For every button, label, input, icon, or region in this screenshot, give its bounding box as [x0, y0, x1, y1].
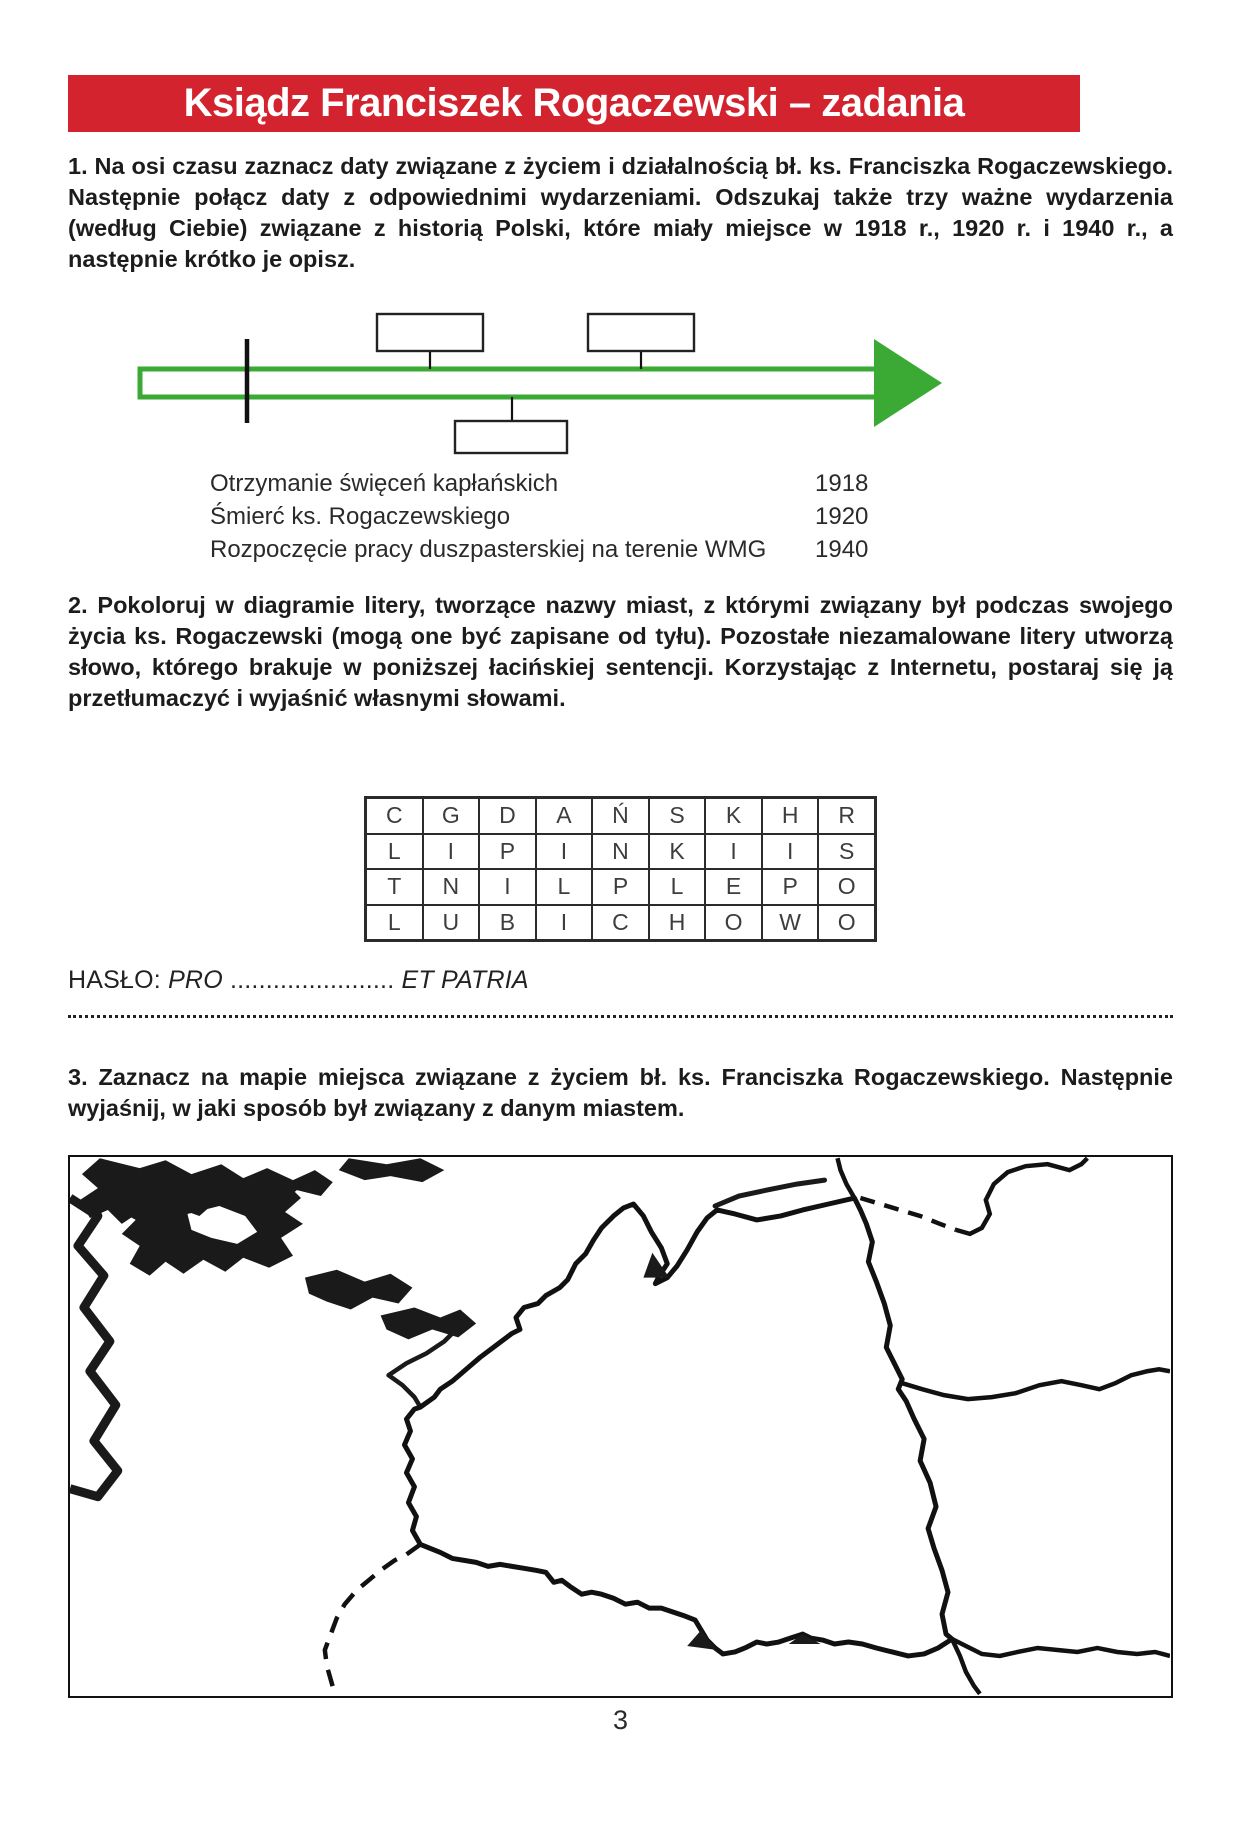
grid-cell: K: [649, 834, 706, 870]
grid-cell: H: [649, 905, 706, 941]
grid-cell: N: [423, 869, 480, 905]
grid-cell: O: [705, 905, 762, 941]
grid-cell: L: [366, 905, 423, 941]
baltic-coast-blobs-rugen: [118, 1172, 303, 1276]
event-year: 1920: [815, 502, 869, 530]
grid-cell: O: [818, 869, 875, 905]
event-row: [210, 533, 1173, 566]
grid-cell: I: [479, 869, 536, 905]
event-year: 1918: [815, 469, 869, 497]
belarus-border-east-branch: [902, 1369, 1170, 1399]
haslo-word-et-patria: ET PATRIA: [401, 966, 529, 994]
timeline-empty-box-below: [455, 421, 567, 453]
worksheet-page: [0, 75, 1241, 1829]
grid-cell: S: [649, 798, 706, 834]
grid-cell: D: [479, 798, 536, 834]
grid-cell: E: [705, 869, 762, 905]
grid-cell: P: [762, 869, 819, 905]
event-row: [210, 500, 1173, 533]
poland-border: [404, 1198, 952, 1656]
timeline-empty-box-above-1: [377, 314, 483, 351]
grid-cell: Ń: [592, 798, 649, 834]
timeline-arrow-shaft: [140, 369, 878, 397]
grid-cell: C: [592, 905, 649, 941]
header-banner: [68, 75, 1080, 132]
lithuania-belarus-border: [956, 1158, 1087, 1234]
left-edge-coastline: [70, 1198, 118, 1497]
answer-dotted-line: [68, 1014, 1173, 1018]
grid-cell: P: [592, 869, 649, 905]
grid-cell: T: [366, 869, 423, 905]
grid-cell: G: [423, 798, 480, 834]
page-number: 3: [612, 1705, 629, 1735]
haslo-line: [68, 966, 1173, 995]
grid-cell: B: [479, 905, 536, 941]
grid-cell: K: [705, 798, 762, 834]
grid-cell: C: [366, 798, 423, 834]
poland-outline-map: [70, 1157, 1170, 1695]
event-label: Rozpoczęcie pracy duszpasterskiej na terenie WMG: [210, 535, 767, 563]
czech-german-dashed-border: [325, 1544, 421, 1693]
grid-cell: L: [649, 869, 706, 905]
event-label: Śmierć ks. Rogaczewskiego: [210, 502, 511, 530]
event-row: [210, 467, 1173, 500]
grid-cell: L: [536, 869, 593, 905]
event-year: 1940: [815, 535, 869, 563]
grid-cell: R: [818, 798, 875, 834]
baltic-coast-blobs-east: [305, 1270, 413, 1310]
grid-cell: I: [536, 905, 593, 941]
grid-cell: I: [423, 834, 480, 870]
timeline-figure: [68, 301, 1173, 461]
grid-cell: A: [536, 798, 593, 834]
haslo-blank-dots: .......................: [230, 966, 395, 994]
page-title: Ksiądz Franciszek Rogaczewski – zadania: [183, 81, 965, 125]
event-label: Otrzymanie święceń kapłańskich: [210, 469, 559, 497]
task2-instruction: 2. Pokoloruj w diagramie litery, tworzące nazwy miast, z którymi związany był podczas swojego życia ks. Rogaczewski (mogą one być zapisane od tyłu). Pozostałe niezamalowane litery utworzą słowo, którego brakuje w poniższej łacińskiej sentencji. Korzystając z Internetu, postaraj się ją przetłumaczyć i wyjaśnić własnymi słowami.: [68, 592, 1173, 711]
grid-cell: W: [762, 905, 819, 941]
haslo-label: HASŁO:: [68, 966, 161, 994]
letter-grid: [364, 796, 877, 942]
haslo-word-pro: PRO: [168, 966, 223, 994]
grid-cell: U: [423, 905, 480, 941]
grid-cell: P: [479, 834, 536, 870]
grid-cell: I: [536, 834, 593, 870]
russia-lithuania-dashed-border: [860, 1198, 956, 1230]
events-list: [68, 467, 1173, 566]
grid-cell: O: [818, 905, 875, 941]
grid-cell: L: [366, 834, 423, 870]
ukraine-border-extension: [952, 1639, 1170, 1656]
grid-cell: S: [818, 834, 875, 870]
grid-cell: N: [592, 834, 649, 870]
task3-instruction: 3. Zaznacz na mapie miejsca związane z życiem bł. ks. Franciszka Rogaczewskiego. Następnie wyjaśnij, w jaki sposób był związany z danym miastem.: [68, 1064, 1173, 1121]
baltic-coast-blobs-small: [381, 1308, 477, 1340]
task1-instruction: 1. Na osi czasu zaznacz daty związane z życiem i działalnością bł. ks. Franciszka Rogaczewskiego. Następnie połącz daty z odpowiednimi wydarzeniami. Odszukaj także trzy ważne wydarzenia (według Ciebie) związane z historią Polski, które miały miejsce w 1918 r., 1920 r. i 1940 r., a następnie krótko je opisz.: [68, 153, 1173, 272]
timeline-arrow-head: [874, 339, 942, 427]
grid-cell: I: [705, 834, 762, 870]
map-figure: [68, 1155, 1173, 1698]
baltic-coast-blobs-center: [339, 1158, 445, 1182]
lithuania-border: [838, 1158, 855, 1198]
grid-cell: H: [762, 798, 819, 834]
timeline-empty-box-above-2: [588, 314, 694, 351]
grid-cell: I: [762, 834, 819, 870]
vistula-spit: [715, 1180, 825, 1206]
timeline-svg: [68, 301, 1173, 461]
